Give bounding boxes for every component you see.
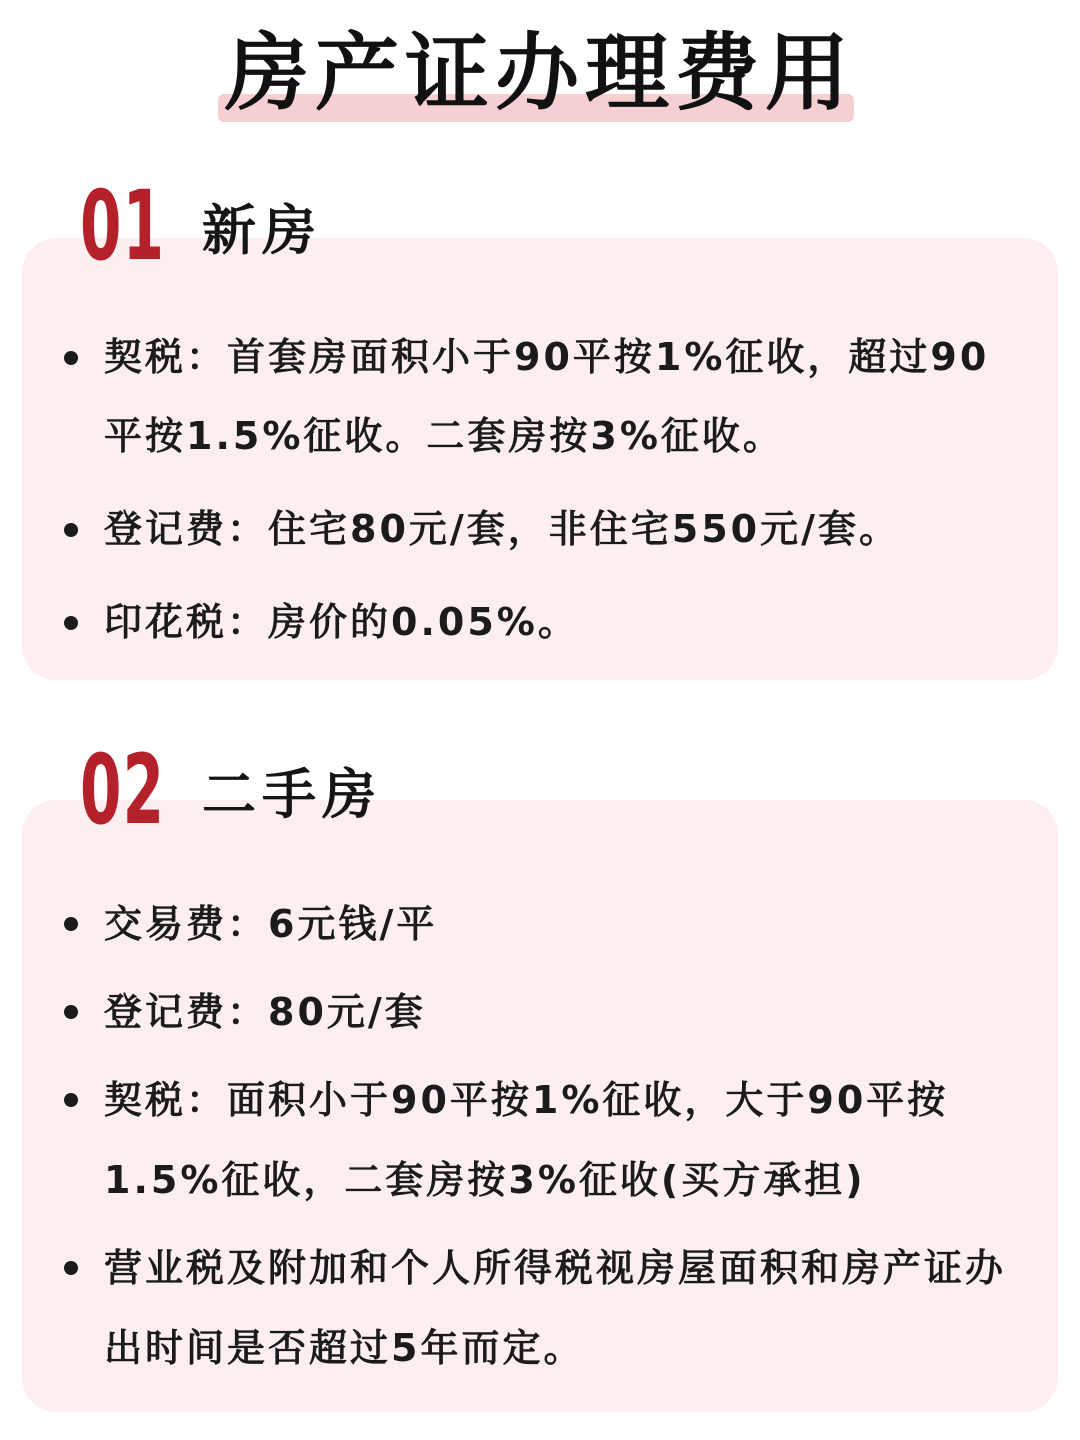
list-item <box>62 1228 1022 1388</box>
list-item-text: 交易费：6元钱/平 <box>104 902 438 946</box>
bullet-icon <box>64 616 78 630</box>
bullet-icon <box>64 523 78 537</box>
list-item <box>62 490 1022 569</box>
list-item-text: 营业税及附加和个人所得税视房屋面积和房产证办出时间是否超过5年而定。 <box>104 1246 1007 1370</box>
new-house-fee-list <box>62 318 1022 676</box>
bullet-icon <box>64 1093 78 1107</box>
page-title: 房产证办理费用 <box>224 24 855 122</box>
page-header <box>0 18 1080 128</box>
bullet-icon <box>64 351 78 365</box>
bullet-icon <box>64 1261 78 1275</box>
list-item-text: 登记费：住宅80元/套，非住宅550元/套。 <box>104 507 900 551</box>
bullet-icon <box>64 1005 78 1019</box>
section-heading-second-hand-house <box>80 734 382 846</box>
section-number: 02 <box>80 734 166 846</box>
section-number: 01 <box>80 170 166 282</box>
list-item <box>62 972 1022 1052</box>
list-item <box>62 1060 1022 1220</box>
list-item <box>62 318 1022 476</box>
list-item-text: 契税：面积小于90平按1%征收，大于90平按1.5%征收，二套房按3%征收(买方承担) <box>104 1078 949 1202</box>
list-item-text: 契税：首套房面积小于90平按1%征收，超过90平按1.5%征收。二套房按3%征收。 <box>104 335 990 458</box>
second-hand-house-fee-list <box>62 884 1022 1396</box>
list-item-text: 登记费：80元/套 <box>104 990 426 1034</box>
list-item-text: 印花税：房价的0.05%。 <box>104 600 579 644</box>
section-heading-new-house <box>80 170 322 282</box>
section-label: 新房 <box>202 199 322 262</box>
list-item <box>62 884 1022 964</box>
section-label: 二手房 <box>202 763 382 826</box>
list-item <box>62 583 1022 662</box>
bullet-icon <box>64 917 78 931</box>
